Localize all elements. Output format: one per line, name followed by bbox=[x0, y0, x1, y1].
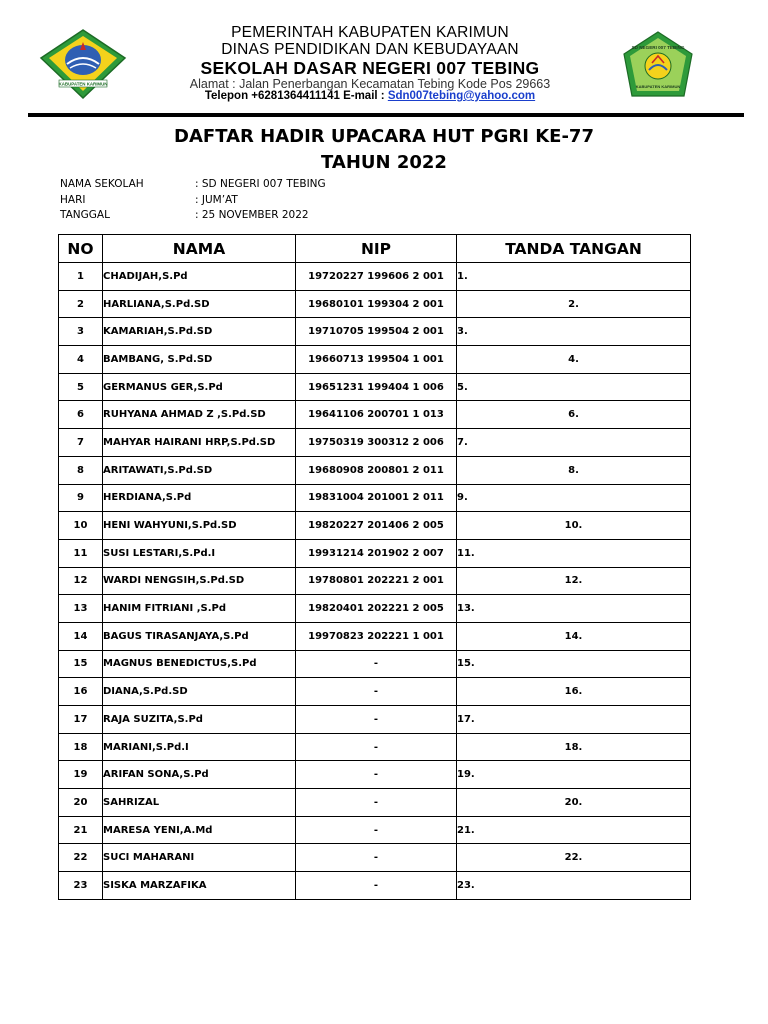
row-number: 2 bbox=[59, 290, 103, 318]
row-number: 6 bbox=[59, 401, 103, 429]
table-row bbox=[59, 567, 691, 595]
row-number: 23 bbox=[59, 872, 103, 900]
left-logo-caption: KABUPATEN KARIMUN bbox=[58, 81, 108, 87]
row-signature: 2. bbox=[457, 290, 691, 318]
row-name: GERMANUS GER,S.Pd bbox=[103, 373, 296, 401]
row-nip: - bbox=[296, 872, 457, 900]
row-nip: - bbox=[296, 733, 457, 761]
row-number: 10 bbox=[59, 512, 103, 540]
letterhead-divider bbox=[28, 113, 744, 117]
row-number: 21 bbox=[59, 816, 103, 844]
table-row bbox=[59, 290, 691, 318]
row-name: SUCI MAHARANI bbox=[103, 844, 296, 872]
row-signature: 1. bbox=[457, 263, 691, 291]
table-row bbox=[59, 539, 691, 567]
row-number: 13 bbox=[59, 595, 103, 623]
row-signature: 7. bbox=[457, 429, 691, 457]
meta-day-row bbox=[60, 194, 326, 210]
row-number: 5 bbox=[59, 373, 103, 401]
row-number: 7 bbox=[59, 429, 103, 457]
row-signature: 4. bbox=[457, 346, 691, 374]
meta-key: HARI bbox=[60, 193, 86, 206]
row-number: 19 bbox=[59, 761, 103, 789]
row-nip: 19970823 202221 1 001 bbox=[296, 622, 457, 650]
meta-key: NAMA SEKOLAH bbox=[60, 178, 144, 190]
row-name: SISKA MARZAFIKA bbox=[103, 872, 296, 900]
letterhead-department: DINAS PENDIDIKAN DAN KEBUDAYAAN bbox=[221, 41, 519, 58]
row-nip: - bbox=[296, 706, 457, 734]
row-name: MAHYAR HAIRANI HRP,S.Pd.SD bbox=[103, 429, 296, 457]
row-nip: - bbox=[296, 844, 457, 872]
row-signature: 15. bbox=[457, 650, 691, 678]
row-name: SUSI LESTARI,S.Pd.I bbox=[103, 539, 296, 567]
letterhead-address: Alamat : Jalan Penerbangan Kecamatan Tebing Kode Pos 29663 bbox=[189, 77, 551, 91]
row-nip: 19641106 200701 1 013 bbox=[296, 401, 457, 429]
table-row bbox=[59, 595, 691, 623]
row-name: HARLIANA,S.Pd.SD bbox=[103, 290, 296, 318]
row-signature: 11. bbox=[457, 539, 691, 567]
row-name: MAGNUS BENEDICTUS,S.Pd bbox=[103, 650, 296, 678]
letterhead bbox=[0, 0, 768, 112]
row-nip: 19750319 300312 2 006 bbox=[296, 429, 457, 457]
row-signature: 16. bbox=[457, 678, 691, 706]
row-name: ARIFAN SONA,S.Pd bbox=[103, 761, 296, 789]
row-signature: 9. bbox=[457, 484, 691, 512]
table-row bbox=[59, 622, 691, 650]
row-signature: 12. bbox=[457, 567, 691, 595]
row-signature: 17. bbox=[457, 706, 691, 734]
row-number: 20 bbox=[59, 789, 103, 817]
row-nip: 19660713 199504 1 001 bbox=[296, 346, 457, 374]
row-number: 15 bbox=[59, 650, 103, 678]
row-signature: 10. bbox=[457, 512, 691, 540]
table-row bbox=[59, 346, 691, 374]
table-row bbox=[59, 484, 691, 512]
row-name: MARESA YENI,A.Md bbox=[103, 816, 296, 844]
meta-key: TANGGAL bbox=[60, 209, 110, 221]
row-nip: - bbox=[296, 678, 457, 706]
row-name: RUHYANA AHMAD Z ,S.Pd.SD bbox=[103, 401, 296, 429]
table-row bbox=[59, 789, 691, 817]
row-signature: 22. bbox=[457, 844, 691, 872]
row-number: 14 bbox=[59, 622, 103, 650]
row-name: DIANA,S.Pd.SD bbox=[103, 678, 296, 706]
table-row bbox=[59, 872, 691, 900]
row-name: ARITAWATI,S.Pd.SD bbox=[103, 456, 296, 484]
header-signature: TANDA TANGAN bbox=[457, 235, 691, 263]
table-row bbox=[59, 678, 691, 706]
table-row bbox=[59, 650, 691, 678]
row-nip: - bbox=[296, 816, 457, 844]
meta-school-row bbox=[60, 178, 326, 194]
table-row bbox=[59, 761, 691, 789]
row-signature: 6. bbox=[457, 401, 691, 429]
row-nip: - bbox=[296, 650, 457, 678]
row-number: 9 bbox=[59, 484, 103, 512]
row-number: 4 bbox=[59, 346, 103, 374]
row-nip: 19710705 199504 2 001 bbox=[296, 318, 457, 346]
row-number: 16 bbox=[59, 678, 103, 706]
kabupaten-karimun-logo-icon bbox=[37, 28, 129, 100]
row-signature: 5. bbox=[457, 373, 691, 401]
letterhead-government: PEMERINTAH KABUPATEN KARIMUN bbox=[231, 24, 509, 41]
row-signature: 8. bbox=[457, 456, 691, 484]
row-nip: 19820227 201406 2 005 bbox=[296, 512, 457, 540]
letterhead-phone: Telepon +6281364411141 E-mail : bbox=[204, 90, 388, 102]
row-name: HANIM FITRIANI ,S.Pd bbox=[103, 595, 296, 623]
table-row bbox=[59, 373, 691, 401]
document-meta bbox=[60, 178, 326, 225]
table-header-row bbox=[59, 235, 691, 263]
row-number: 22 bbox=[59, 844, 103, 872]
row-nip: 19680908 200801 2 011 bbox=[296, 456, 457, 484]
table-row bbox=[59, 706, 691, 734]
row-signature: 20. bbox=[457, 789, 691, 817]
row-nip: - bbox=[296, 761, 457, 789]
table-row bbox=[59, 456, 691, 484]
row-number: 11 bbox=[59, 539, 103, 567]
row-number: 3 bbox=[59, 318, 103, 346]
row-name: SAHRIZAL bbox=[103, 789, 296, 817]
right-logo-caption-top: SD NEGERI 007 TEBING bbox=[631, 45, 685, 50]
table-row bbox=[59, 263, 691, 291]
row-signature: 18. bbox=[457, 733, 691, 761]
school-logo-icon bbox=[622, 30, 694, 102]
header-no: NO bbox=[59, 235, 103, 263]
row-number: 17 bbox=[59, 706, 103, 734]
header-name: NAMA bbox=[103, 235, 296, 263]
table-row bbox=[59, 401, 691, 429]
row-nip: 19831004 201001 2 011 bbox=[296, 484, 457, 512]
table-row bbox=[59, 733, 691, 761]
row-nip: 19820401 202221 2 005 bbox=[296, 595, 457, 623]
letterhead-email-link[interactable]: Sdn007tebing@yahoo.com bbox=[387, 90, 536, 102]
letterhead-school-name: SEKOLAH DASAR NEGERI 007 TEBING bbox=[200, 58, 540, 78]
row-nip: - bbox=[296, 789, 457, 817]
row-name: BAGUS TIRASANJAYA,S.Pd bbox=[103, 622, 296, 650]
row-nip: 19780801 202221 2 001 bbox=[296, 567, 457, 595]
row-name: KAMARIAH,S.Pd.SD bbox=[103, 318, 296, 346]
row-number: 1 bbox=[59, 263, 103, 291]
row-name: WARDI NENGSIH,S.Pd.SD bbox=[103, 567, 296, 595]
row-nip: 19680101 199304 2 001 bbox=[296, 290, 457, 318]
table-row bbox=[59, 816, 691, 844]
row-name: RAJA SUZITA,S.Pd bbox=[103, 706, 296, 734]
row-number: 8 bbox=[59, 456, 103, 484]
document-title: DAFTAR HADIR UPACARA HUT PGRI KE-77 bbox=[174, 126, 594, 147]
row-signature: 19. bbox=[457, 761, 691, 789]
right-logo-caption-bottom: KABUPATEN KARIMUN bbox=[635, 84, 681, 89]
letterhead-contact bbox=[130, 90, 610, 102]
attendance-table bbox=[58, 234, 691, 900]
row-name: MARIANI,S.Pd.I bbox=[103, 733, 296, 761]
table-row bbox=[59, 512, 691, 540]
row-signature: 14. bbox=[457, 622, 691, 650]
row-signature: 3. bbox=[457, 318, 691, 346]
row-number: 12 bbox=[59, 567, 103, 595]
table-row bbox=[59, 844, 691, 872]
row-name: BAMBANG, S.Pd.SD bbox=[103, 346, 296, 374]
row-nip: 19931214 201902 2 007 bbox=[296, 539, 457, 567]
table-row bbox=[59, 429, 691, 457]
row-name: HERDIANA,S.Pd bbox=[103, 484, 296, 512]
row-number: 18 bbox=[59, 733, 103, 761]
row-nip: 19651231 199404 1 006 bbox=[296, 373, 457, 401]
meta-value: : JUM’AT bbox=[195, 193, 238, 206]
row-signature: 21. bbox=[457, 816, 691, 844]
meta-date-row bbox=[60, 209, 326, 225]
meta-value: : 25 NOVEMBER 2022 bbox=[195, 209, 309, 221]
document-year: TAHUN 2022 bbox=[321, 152, 447, 173]
row-nip: 19720227 199606 2 001 bbox=[296, 263, 457, 291]
header-nip: NIP bbox=[296, 235, 457, 263]
row-signature: 13. bbox=[457, 595, 691, 623]
table-row bbox=[59, 318, 691, 346]
meta-value: : SD NEGERI 007 TEBING bbox=[195, 178, 326, 190]
row-name: HENI WAHYUNI,S.Pd.SD bbox=[103, 512, 296, 540]
row-name: CHADIJAH,S.Pd bbox=[103, 263, 296, 291]
table-body bbox=[59, 263, 691, 900]
row-signature: 23. bbox=[457, 872, 691, 900]
